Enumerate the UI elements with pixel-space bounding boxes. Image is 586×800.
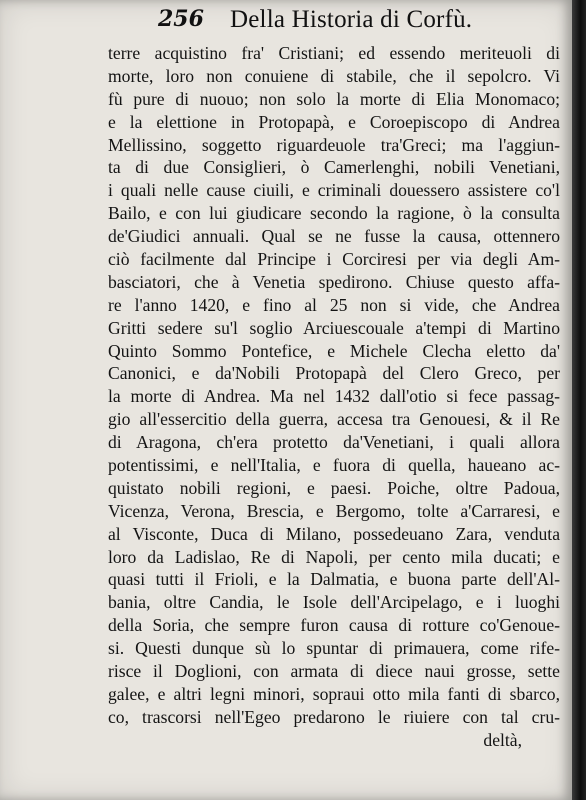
text-line: ciò facilmente dal Principe i Corciresi per via degli Am- bbox=[108, 249, 560, 270]
page-header bbox=[0, 4, 572, 38]
text-line: fù pure di nuouo; non solo la morte di Elia Monomaco; bbox=[108, 88, 560, 109]
text-line: loro da Ladislao, Re di Napoli, per cento mila ducati; e bbox=[108, 546, 560, 567]
text-line: Quinto Sommo Pontefice, e Michele Clecha eletto da' bbox=[108, 340, 560, 361]
text-line: Bailo, e con lui giudicare secondo la ragione, ò la consulta bbox=[108, 203, 560, 224]
text-line: Gritti sedere su'l soglio Arciuescouale a'tempi di Martino bbox=[108, 317, 560, 338]
text-line: de'Giudici annuali. Qual se ne fusse la causa, ottennero bbox=[108, 226, 560, 247]
text-line: Vicenza, Verona, Brescia, e Bergomo, tolte a'Carraresi, e bbox=[108, 500, 560, 521]
text-line: gio all'essercitio della guerra, accesa tra Genouesi, & il Re bbox=[108, 409, 560, 430]
text-line: co, trascorsi nell'Egeo predarono le riuiere con tal cru- bbox=[108, 706, 560, 727]
text-line: Canonici, e da'Nobili Protopapà del Clero Greco, per bbox=[108, 363, 560, 384]
text-line: quistato nobili regioni, e paesi. Poiche, oltre Padoua, bbox=[108, 477, 560, 498]
text-line: i quali nelle cause ciuili, e criminali douessero assistere co'l bbox=[108, 180, 560, 201]
text-line: re l'anno 1420, e fino al 25 non si vide, che Andrea bbox=[108, 294, 560, 315]
text-line: basciatori, che à Venetia spedirono. Chiuse questo affa- bbox=[108, 271, 560, 292]
text-line: e la elettione in Protopapà, e Coroepiscopo di Andrea bbox=[108, 111, 560, 132]
text-line: risce il Doglioni, con armata di diece naui grosse, sette bbox=[108, 661, 560, 682]
text-line: morte, loro non conuiene di stabile, che il sepolcro. Vi bbox=[108, 65, 560, 86]
text-line: della Soria, che sempre furon causa di rotture co'Genoue- bbox=[108, 615, 560, 636]
text-line: la morte di Andrea. Ma nel 1432 dall'otio si fece passag- bbox=[108, 386, 560, 407]
text-line: bania, oltre Candia, le Isole dell'Arcipelago, e i luoghi bbox=[108, 592, 560, 613]
page-number: 256 bbox=[158, 6, 204, 32]
text-line: terre acquistino fra' Cristiani; ed essendo meriteuoli di bbox=[108, 43, 560, 63]
text-line: di Aragona, ch'era protetto da'Venetiani, i quali allora bbox=[108, 432, 560, 453]
catchword: deltà, bbox=[483, 729, 522, 750]
body-text bbox=[108, 42, 560, 752]
running-title: Della Historia di Corfù. bbox=[230, 6, 473, 33]
binding-edge bbox=[572, 0, 586, 800]
text-line: galee, e altri legni minori, sopraui otto mila fanti di sbarco, bbox=[108, 683, 560, 704]
text-line: Mellissino, soggetto riguardeuole tra'Greci; ma l'aggiun- bbox=[108, 134, 560, 155]
text-line: si. Questi dunque sù lo spuntar di primauera, come rife- bbox=[108, 638, 560, 659]
text-line: al Visconte, Duca di Milano, possedeuano Zara, venduta bbox=[108, 523, 560, 544]
text-line: ta di due Consiglieri, ò Camerlenghi, nobili Venetiani, bbox=[108, 157, 560, 178]
text-line: potentissimi, e nell'Italia, e fuora di quella, haueano ac- bbox=[108, 455, 560, 476]
text-line: quasi tutti il Frioli, e la Dalmatia, e buona parte dell'Al- bbox=[108, 569, 560, 590]
